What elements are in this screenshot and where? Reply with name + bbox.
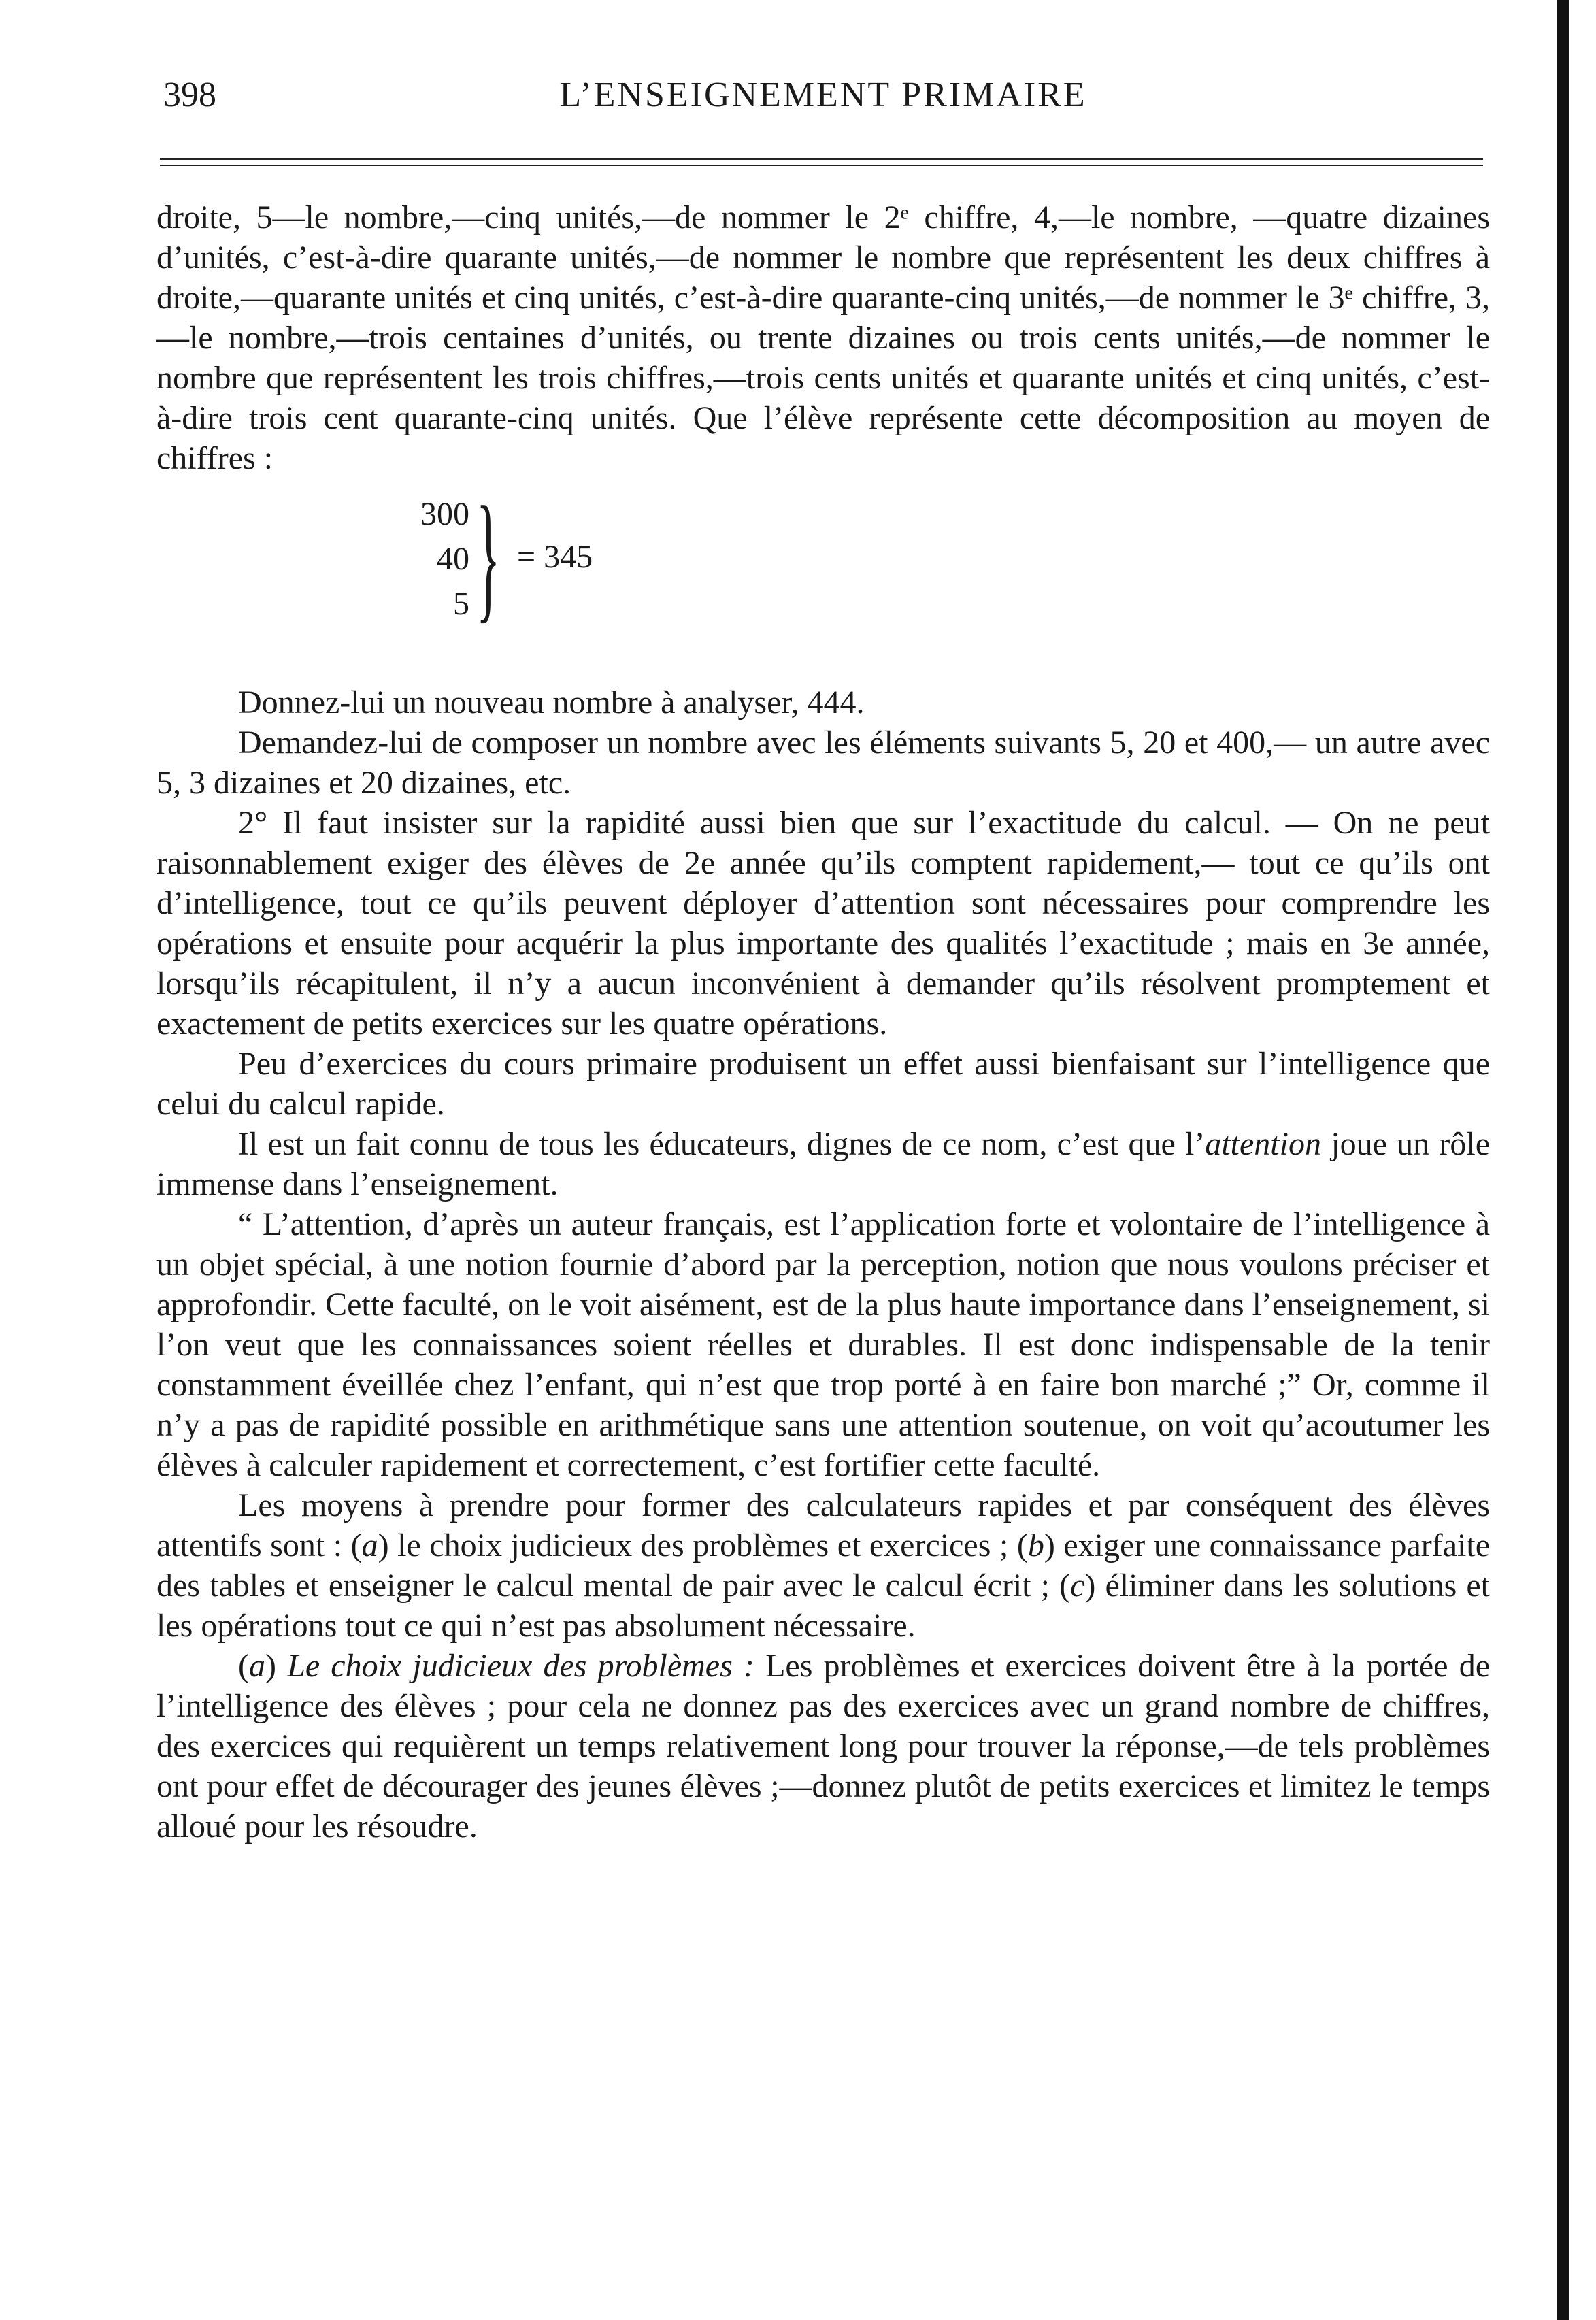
text-span: ) exiger une connaissance parfaite des tables et enseigner le calcul mental de pair avec le calcul écrit ; ( bbox=[156, 1527, 1490, 1604]
text-span: ( bbox=[238, 1648, 249, 1684]
text-span: Il est un fait connu de tous les éducateurs, dignes de ce nom, c’est que l’ bbox=[238, 1126, 1206, 1162]
emphasis: c bbox=[1070, 1568, 1085, 1604]
paragraph: Demandez-lui de composer un nombre avec les éléments suivants 5, 20 et 400,— un autre avec 5, 3 dizaines et 20 dizaines, etc. bbox=[156, 725, 1490, 801]
emphasis: b bbox=[1027, 1527, 1044, 1563]
paragraph: “ L’attention, d’après un auteur français, est l’application forte et volontaire de l’intelligence à un objet spécial, à une notion fournie d’abord par la perception, notion que nous voulons préciser et approfondir. Cette faculté, on le voit aisément, est de la plus haute importance dans l’enseignement, si l’on veut que les connaissances soient réelles et durables. Il est donc indispensable de la tenir constamment éveillée chez l’enfant, qui n’est que trop porté à en faire bon marché ;” Or, comme il n’y a pas de rapidité possible en arithmétique sans une attention soutenue, on voit qu’acoutumer les élèves à calculer rapidement et correctement, c’est fortifier cette faculté. bbox=[156, 1206, 1490, 1483]
page-header bbox=[156, 75, 1490, 129]
paragraph bbox=[156, 1485, 1490, 1646]
text-span: ) éliminer dans les solutions et les opérations tout ce qui n’est pas absolument nécessaire. bbox=[156, 1568, 1491, 1644]
right-brace: } bbox=[476, 478, 501, 635]
header-rule-bottom bbox=[160, 165, 1483, 166]
header-rule-top bbox=[160, 158, 1483, 160]
text-span: Les moyens à prendre pour former des calculateurs rapides et par conséquent des élèves attentifs sont : ( bbox=[156, 1487, 1490, 1563]
formula-term: 300 bbox=[420, 496, 469, 532]
formula-term: 5 bbox=[453, 586, 469, 622]
text-span: Les problèmes et exercices doivent être à la portée de l’intelligence des élèves ; pour cela ne donnez pas des exercices avec un grand nombre de chiffres, des exercices qui requièrent un temps relativement long pour trouver la réponse,—de tels problèmes ont pour effet de décourager des jeunes élèves ;—donnez plutôt de petits exercices et limitez le temps alloué pour les résoudre. bbox=[156, 1648, 1490, 1844]
paragraph bbox=[156, 1124, 1490, 1204]
text-span: ) le choix judicieux des problèmes et exercices ; ( bbox=[378, 1527, 1028, 1563]
paragraph: 2° Il faut insister sur la rapidité aussi bien que sur l’exactitude du calcul. — On ne peut raisonnablement exiger des élèves de 2e année qu’ils comptent rapidement,— tout ce qu’ils ont d’intelligence, tout ce qu’ils peuvent déployer d’attention sont nécessaires pour comprendre les opérations et ensuite pour acquérir la plus importante des qualités l’exactitude ; mais en 3e année, lorsqu’ils récapitulent, il n’y a aucun inconvénient à demander qu’ils résolvent promptement et exactement de petits exercices sur les quatre opérations. bbox=[156, 805, 1490, 1042]
paragraph: Donnez-lui un nouveau nombre à analyser, 444. bbox=[238, 684, 865, 720]
formula-term: 40 bbox=[437, 541, 469, 577]
paragraph bbox=[156, 1646, 1490, 1846]
emphasis: attention bbox=[1205, 1126, 1321, 1162]
page-number: 398 bbox=[163, 76, 216, 114]
emphasis: a bbox=[361, 1527, 378, 1563]
decomposition-formula bbox=[156, 478, 1490, 682]
body-text bbox=[156, 197, 1490, 1846]
section-heading: Le choix judicieux des problèmes : bbox=[287, 1648, 754, 1684]
paragraph: Peu d’exercices du cours primaire produisent un effet aussi bienfaisant sur l’intelligence que celui du calcul rapide. bbox=[156, 1046, 1490, 1122]
text-span: ) bbox=[265, 1648, 288, 1684]
text-span: joue un rôle immense dans l’enseignement. bbox=[156, 1126, 1490, 1202]
emphasis: a bbox=[248, 1648, 265, 1684]
paragraph: droite, 5—le nombre,—cinq unités,—de nommer le 2ᵉ chiffre, 4,—le nombre, —quatre dizaines d’unités, c’est-à-dire quarante unités,—de nommer le nombre que représentent les deux chiffres à droite,—quarante unités et cinq unités, c’est-à-dire quarante-cinq unités,—de nommer le 3ᵉ chiffre, 3,—le nombre,—trois centaines d’unités, ou trente dizaines ou trois cents unités,—de nommer le nombre que représentent les trois chiffres,—trois cents unités et quarante unités et cinq unités, c’est-à-dire trois cent quarante-cinq unités. Que l’élève représente cette décomposition au moyen de chiffres : bbox=[156, 199, 1490, 476]
formula-terms bbox=[401, 492, 469, 627]
page-edge-bar bbox=[1557, 0, 1569, 2320]
running-title: L’ENSEIGNEMENT PRIMAIRE bbox=[559, 76, 1087, 114]
formula-result: = 345 bbox=[517, 539, 593, 575]
